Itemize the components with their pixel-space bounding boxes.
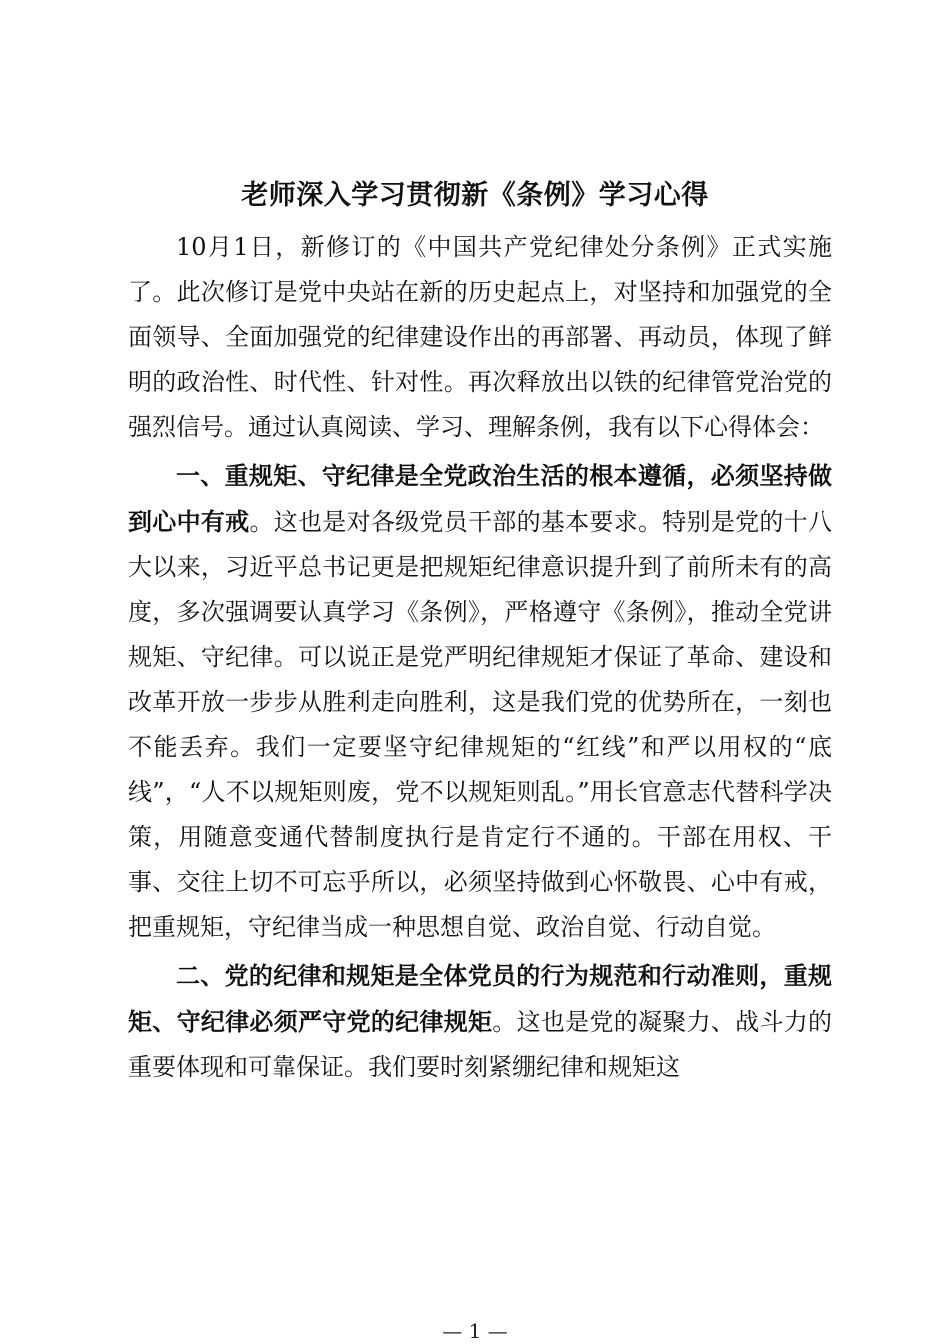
paragraph-text: 。这也是对各级党员干部的基本要求。特别是党的十八大以来，习近平总书记更是把规矩纪律意识提升到了前所未有的高度，多次强调要认真学习《条例》，严格遵守《条例》，推动全党讲规矩、守纪律。可以说正是党严明纪律规矩才保证了革命、建设和改革开放一步步从胜利走向胜利，这是我们党的优势所在，一刻也不能丢弃。我们一定要坚守纪律规矩的“红线”和严以用权的“底线”，“人不以规矩则废，党不以规矩则乱。”用长官意志代替科学决策，用随意变通代替制度执行是肯定行不通的。干部在用权、干事、交往上切不可忘乎所以，必须坚持做到心怀敬畏、心中有戒，把重规矩，守纪律当成一种思想自觉、政治自觉、行动自觉。: [128, 508, 833, 941]
section-2-heading: 二、党的纪律和规矩是全体党员的行为规范和行动准则，重规矩、守纪律必须严守党的纪律规矩: [128, 961, 832, 1036]
document-body: [128, 224, 832, 1093]
paragraph-intro: [128, 224, 832, 450]
paragraph-text: 10月1日，新修订的《中国共产党纪律处分条例》正式实施了。此次修订是党中央站在新的历史起点上，对坚持和加强党的全面领导、全面加强党的纪律建设作出的再部署、再动员，体现了鲜明的政治性、时代性、针对性。再次释放出以铁的纪律管党治党的强烈信号。通过认真阅读、学习、理解条例，我有以下心得体会：: [128, 233, 832, 441]
paragraph-section-1: [128, 453, 832, 950]
page-number: — 1 —: [442, 1319, 508, 1343]
paragraph-section-2: [128, 953, 832, 1090]
section-1-heading: 一、重规矩、守纪律是全党政治生活的根本遵循，必须坚持做到心中有戒: [128, 461, 832, 536]
document-title: 老师深入学习贯彻新《条例》学习心得: [241, 180, 709, 211]
paragraph-text: 。这也是党的凝聚力、战斗力的重要体现和可靠保证。我们要时刻紧绷纪律和规矩这: [128, 1008, 833, 1081]
